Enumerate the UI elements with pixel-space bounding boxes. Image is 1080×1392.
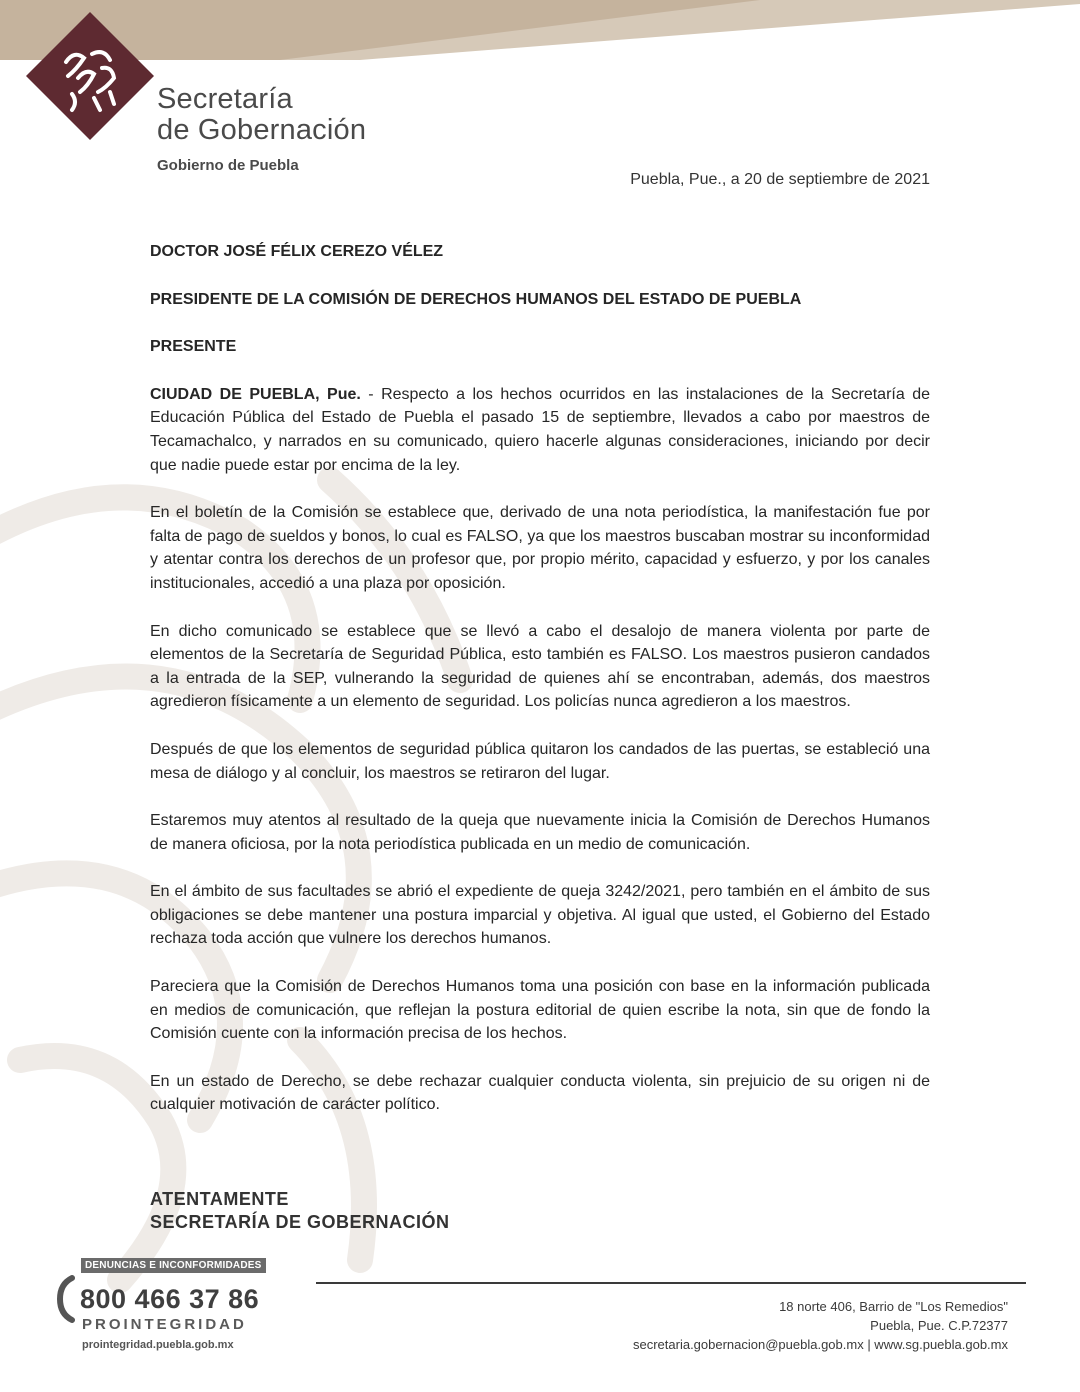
org-government: Gobierno de Puebla <box>157 157 299 174</box>
hotline-badge: DENUNCIAS E INCONFORMIDADES <box>81 1258 266 1273</box>
recipient-title: PRESIDENTE DE LA COMISIÓN DE DERECHOS HUMANOS DEL ESTADO DE PUEBLA <box>150 290 802 308</box>
closing-atentamente: ATENTAMENTE <box>150 1189 289 1209</box>
paragraph-4: Después de que los elementos de seguridad pública quitaron los candados de las puertas, se estableció una mesa de diálogo y al concluir, los maestros se retiraron del lugar. <box>150 740 930 782</box>
closing-secretaria: SECRETARÍA DE GOBERNACIÓN <box>150 1212 450 1232</box>
letter-body <box>150 240 930 1141</box>
hotline-block <box>56 1255 270 1351</box>
paragraph-5: Estaremos muy atentos al resultado de la queja que nuevamente inicia la Comisión de Derechos Humanos de manera oficiosa, por la nota periodística publicada en un medio de comunicación. <box>150 812 930 853</box>
address-line2: Puebla, Pue. C.P.72377 <box>870 1318 1008 1333</box>
paragraph-3: En dicho comunicado se establece que se llevó a cabo el desalojo de manera violenta por parte de elementos de la Secretaría de Seguridad Pública, esto también es FALSO. Los maestros pusieron candados a la entrada de la SEP, vulnerando la seguridad de quienes ahí se encontraban, además, dos maestros agredieron físicamente a un elemento de seguridad. Los policías nunca agredieron a los maestros. <box>150 622 930 711</box>
recipient-name: DOCTOR JOSÉ FÉLIX CEREZO VÉLEZ <box>150 243 444 260</box>
paragraph-1-lead: CIUDAD DE PUEBLA, Pue. <box>150 385 361 403</box>
header-band <box>0 0 1080 60</box>
program-url-link[interactable]: prointegridad.puebla.gob.mx <box>82 1339 234 1351</box>
footer-divider <box>316 1282 1026 1284</box>
paragraph-7: Pareciera que la Comisión de Derechos Humanos toma una posición con base en la información publicada en medios de comunicación, que reflejan la postura editorial de quien escribe la nota, sin que de fondo la Comisión cuente con la información precisa de los hechos. <box>150 978 930 1043</box>
signature-block <box>150 1188 450 1234</box>
paragraph-6: En el ámbito de sus facultades se abrió el expediente de queja 3242/2021, pero también en el ámbito de sus obligaciones se debe mantener una postura imparcial y objetiva. Al igual que usted, el Gobierno del Estado rechaza toda acción que vulnere los derechos humanos. <box>150 883 930 948</box>
address-line1: 18 norte 406, Barrio de "Los Remedios" <box>779 1299 1008 1314</box>
footer-address <box>633 1297 1008 1354</box>
organization-name <box>157 84 366 174</box>
hotline-phone-link[interactable]: 800 466 37 86 <box>80 1284 260 1314</box>
paragraph-1 <box>150 383 930 477</box>
org-name-line2: de Gobernación <box>157 114 367 146</box>
contact-links[interactable]: secretaria.gobernacion@puebla.gob.mx | www.sg.puebla.gob.mx <box>632 1337 1008 1352</box>
org-name-line1: Secretaría <box>157 83 293 115</box>
phone-icon <box>56 1274 78 1324</box>
program-name: PROINTEGRIDAD <box>82 1316 247 1333</box>
paragraph-2: En el boletín de la Comisión se establece que, derivado de una nota periodística, la manifestación fue por falta de pago de sueldos y bonos, lo cual es FALSO, ya que los maestros buscaban mostrar su inconformidad y atentar contra los derechos de un profesor que, por propio mérito, capacidad y esfuerzo, y por los canales institucionales, accedió a una plaza por oposición. <box>150 504 930 592</box>
presente-label: PRESENTE <box>150 338 237 356</box>
paragraph-8: En un estado de Derecho, se debe rechazar cualquier conducta violenta, sin prejuicio de su origen ni de cualquier motivación de carácter político. <box>150 1072 930 1114</box>
logo-emblem-icon <box>26 12 154 140</box>
paragraph-1-text: - Respecto a los hechos ocurridos en las instalaciones de la Secretaría de Educación Pública del Estado de Puebla el pasado 15 de septiembre, llevados a cabo por maestros de Tecamachalco, y narrados en su comunicado, quiero hacerle algunas consideraciones, iniciando por decir que nadie puede estar por encima de la ley. <box>150 385 930 474</box>
letter-date: Puebla, Pue., a 20 de septiembre de 2021 <box>630 171 930 188</box>
